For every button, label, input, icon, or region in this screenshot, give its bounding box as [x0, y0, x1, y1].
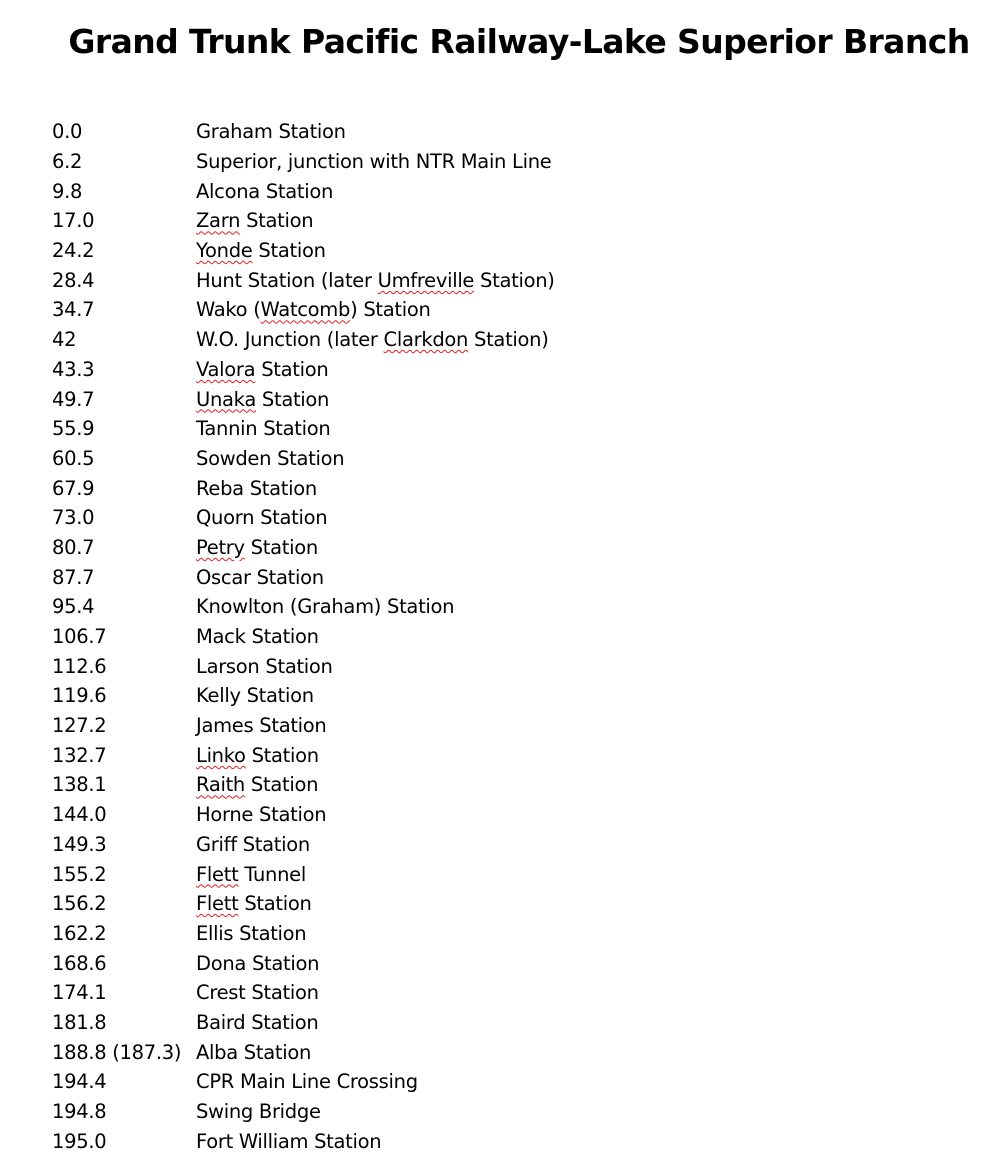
station-row — [52, 384, 952, 414]
station-row — [52, 325, 952, 355]
station-name: Tannin Station — [196, 417, 331, 441]
mileage-value: 80.7 — [52, 535, 95, 559]
mileage-value: 73.0 — [52, 506, 95, 530]
station-name: Hunt Station (later Umfreville Station) — [196, 268, 555, 292]
mileage-value: 9.8 — [52, 179, 83, 203]
station-row — [52, 265, 952, 295]
station-row — [52, 859, 952, 889]
station-row — [52, 236, 952, 266]
station-row — [52, 117, 952, 147]
mileage-value: 155.2 — [52, 862, 107, 886]
mileage-value: 6.2 — [52, 150, 83, 174]
mileage-value: 43.3 — [52, 357, 95, 381]
mileage-value: 174.1 — [52, 981, 107, 1005]
mileage-value: 49.7 — [52, 387, 95, 411]
station-row — [52, 355, 952, 385]
station-name: Larson Station — [196, 654, 333, 678]
station-row — [52, 830, 952, 860]
station-name: Crest Station — [196, 981, 319, 1005]
station-name: Fort William Station — [196, 1129, 382, 1153]
mileage-value: 17.0 — [52, 209, 95, 233]
mileage-value: 162.2 — [52, 921, 107, 945]
station-row — [52, 740, 952, 770]
station-row — [52, 295, 952, 325]
station-row — [52, 414, 952, 444]
station-name: Oscar Station — [196, 565, 324, 589]
station-name: Wako (Watcomb) Station — [196, 298, 431, 322]
station-row — [52, 147, 952, 177]
mileage-value: 42 — [52, 328, 77, 352]
mileage-value: 127.2 — [52, 714, 107, 738]
station-name: CPR Main Line Crossing — [196, 1070, 418, 1094]
mileage-value: 34.7 — [52, 298, 95, 322]
mileage-value: 28.4 — [52, 268, 95, 292]
station-row — [52, 919, 952, 949]
station-name: Reba Station — [196, 476, 317, 500]
station-row — [52, 1037, 952, 1067]
mileage-value: 168.6 — [52, 951, 107, 975]
station-name: Alcona Station — [196, 179, 334, 203]
station-name: Baird Station — [196, 1010, 319, 1034]
station-name: Unaka Station — [196, 387, 330, 411]
station-name: Raith Station — [196, 773, 319, 797]
station-name: Quorn Station — [196, 506, 328, 530]
mileage-value: 195.0 — [52, 1129, 107, 1153]
mileage-value: 188.8 (187.3) — [52, 1040, 182, 1064]
station-name: Valora Station — [196, 357, 329, 381]
mileage-value: 181.8 — [52, 1010, 107, 1034]
mileage-value: 144.0 — [52, 803, 107, 827]
station-row — [52, 1126, 952, 1156]
mileage-value: 149.3 — [52, 832, 107, 856]
station-name: Griff Station — [196, 832, 310, 856]
station-name: Linko Station — [196, 743, 319, 767]
station-name: Horne Station — [196, 803, 327, 827]
station-row — [52, 681, 952, 711]
station-name: Dona Station — [196, 951, 320, 975]
station-row — [52, 770, 952, 800]
station-name: W.O. Junction (later Clarkdon Station) — [196, 328, 549, 352]
document-title: Grand Trunk Pacific Railway-Lake Superior Branch — [68, 22, 970, 61]
station-row — [52, 444, 952, 474]
mileage-value: 194.8 — [52, 1100, 107, 1124]
mileage-value: 132.7 — [52, 743, 107, 767]
station-row — [52, 948, 952, 978]
station-name: Alba Station — [196, 1040, 312, 1064]
mileage-value: 24.2 — [52, 239, 95, 263]
station-name: Yonde Station — [196, 239, 326, 263]
station-name: Zarn Station — [196, 209, 314, 233]
station-name: Knowlton (Graham) Station — [196, 595, 455, 619]
station-row — [52, 473, 952, 503]
station-name: Petry Station — [196, 535, 318, 559]
station-row — [52, 1008, 952, 1038]
mileage-value: 87.7 — [52, 565, 95, 589]
station-row — [52, 622, 952, 652]
station-row — [52, 533, 952, 563]
station-name: Flett Station — [196, 892, 312, 916]
station-row — [52, 1097, 952, 1127]
station-name: Kelly Station — [196, 684, 314, 708]
mileage-value: 194.4 — [52, 1070, 107, 1094]
station-row — [52, 651, 952, 681]
station-name: James Station — [196, 714, 327, 738]
station-row — [52, 206, 952, 236]
station-row — [52, 889, 952, 919]
mileage-value: 112.6 — [52, 654, 107, 678]
station-row — [52, 592, 952, 622]
station-name: Sowden Station — [196, 446, 345, 470]
station-name: Swing Bridge — [196, 1100, 321, 1124]
mileage-value: 95.4 — [52, 595, 95, 619]
station-name: Superior, junction with NTR Main Line — [196, 150, 552, 174]
station-name: Ellis Station — [196, 921, 307, 945]
mileage-value: 156.2 — [52, 892, 107, 916]
station-row — [52, 176, 952, 206]
mileage-value: 119.6 — [52, 684, 107, 708]
mileage-value: 138.1 — [52, 773, 107, 797]
station-list — [52, 117, 952, 1156]
station-row — [52, 1067, 952, 1097]
station-name: Mack Station — [196, 625, 319, 649]
mileage-value: 67.9 — [52, 476, 95, 500]
mileage-value: 60.5 — [52, 446, 95, 470]
mileage-value: 106.7 — [52, 625, 107, 649]
mileage-value: 0.0 — [52, 120, 83, 144]
station-name: Flett Tunnel — [196, 862, 306, 886]
station-row — [52, 503, 952, 533]
station-row — [52, 978, 952, 1008]
station-name: Graham Station — [196, 120, 346, 144]
mileage-value: 55.9 — [52, 417, 95, 441]
station-row — [52, 711, 952, 741]
station-row — [52, 562, 952, 592]
station-row — [52, 800, 952, 830]
